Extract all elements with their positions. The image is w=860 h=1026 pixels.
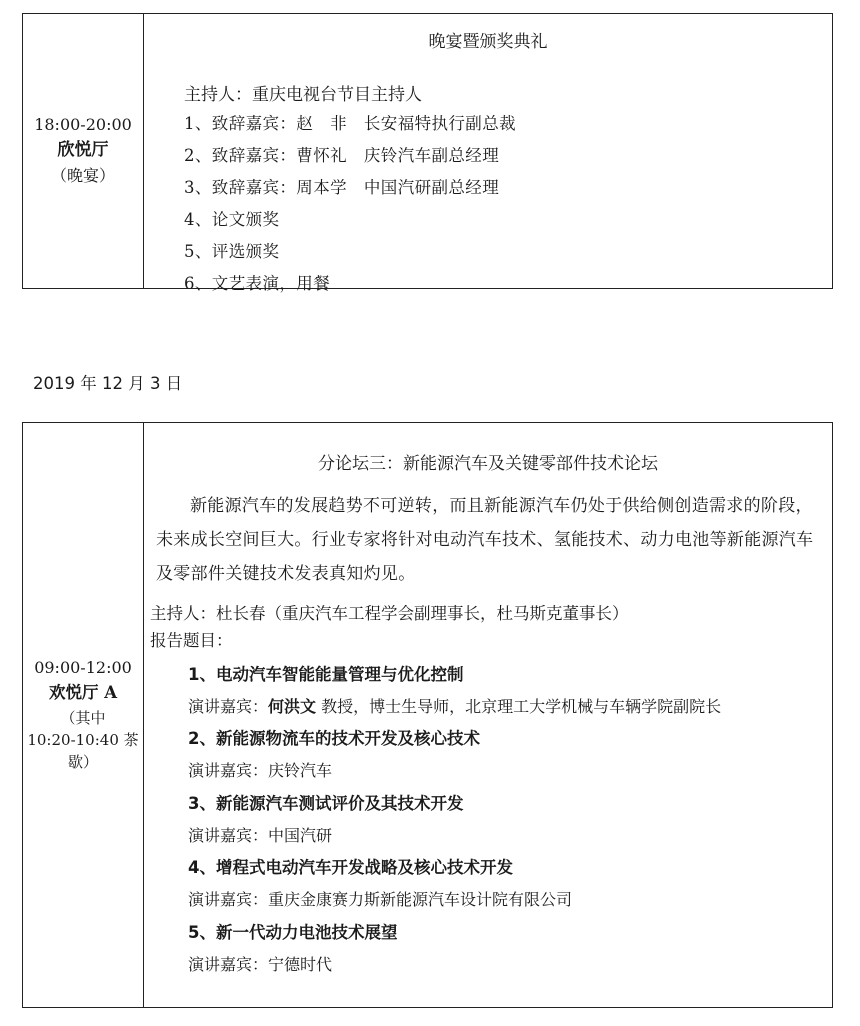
speaker-detail: 教授，博士生导师，北京理工大学机械与车辆学院副院长: [316, 697, 722, 716]
banquet-item: 2、致辞嘉宾：曹怀礼 庆铃汽车副总经理: [184, 146, 500, 165]
banquet-schedule-table: [22, 13, 833, 293]
banquet-title: 晚宴暨颁奖典礼: [428, 32, 548, 52]
banquet-note: （晚宴）: [50, 166, 115, 185]
forum-time: 09:00-12:00: [34, 658, 132, 677]
forum-topics-label: 报告题目：: [150, 631, 233, 650]
speaker-detail: 庆铃汽车: [268, 761, 333, 780]
report-speaker: [188, 823, 332, 846]
forum-title: 分论坛三：新能源汽车及关键零部件技术论坛: [318, 454, 658, 474]
forum-intro: 新能源汽车的发展趋势不可逆转，而且新能源汽车仍处于供给侧创造需求的阶段，未来成长空间巨大。行业专家将针对电动汽车技术、氢能技术、动力电池等新能源汽车及零部件关键技术发表真知灼见。: [156, 496, 814, 584]
speaker-prefix: 演讲嘉宾：: [188, 697, 269, 716]
banquet-host: 主持人：重庆电视台节目主持人: [184, 85, 422, 105]
speaker-name: 何洪文: [268, 697, 317, 716]
forum-note-line: 10:20-10:40 茶: [27, 731, 139, 749]
speaker-detail: 宁德时代: [268, 955, 333, 974]
forum-schedule-table: [22, 422, 833, 1008]
report-title: 1、电动汽车智能能量管理与优化控制: [188, 665, 464, 684]
banquet-item: 5、评选颁奖: [184, 242, 280, 261]
report-speaker: [188, 887, 572, 910]
banquet-content-cell: [144, 14, 832, 293]
banquet-item: 6、文艺表演，用餐: [184, 274, 331, 293]
report-title: 5、新一代动力电池技术展望: [188, 923, 398, 942]
speaker-prefix: 演讲嘉宾：: [188, 826, 269, 845]
forum-host: 主持人：杜长春（重庆汽车工程学会副理事长，杜马斯克董事长）: [150, 604, 629, 623]
forum-note-line: 歇）: [67, 753, 98, 771]
report-speaker: [188, 758, 332, 781]
speaker-prefix: 演讲嘉宾：: [188, 890, 269, 909]
forum-note-line: （其中: [60, 709, 106, 727]
forum-time-cell: [23, 423, 144, 1007]
report-title: 2、新能源物流车的技术开发及核心技术: [188, 729, 480, 748]
report-title: 3、新能源汽车测试评价及其技术开发: [188, 794, 464, 813]
report-speaker: [188, 952, 332, 975]
banquet-item: 4、论文颁奖: [184, 210, 280, 229]
speaker-detail: 中国汽研: [268, 826, 333, 845]
forum-content-cell: [144, 423, 832, 1007]
speaker-prefix: 演讲嘉宾：: [188, 955, 269, 974]
speaker-prefix: 演讲嘉宾：: [188, 761, 269, 780]
schedule-date: 2019 年 12 月 3 日: [33, 374, 183, 393]
report-title: 4、增程式电动汽车开发战略及核心技术开发: [188, 858, 513, 877]
forum-hall: 欢悦厅 A: [48, 683, 118, 702]
banquet-item: 1、致辞嘉宾：赵 非 长安福特执行副总裁: [184, 114, 516, 133]
banquet-time-cell: [23, 14, 144, 288]
report-speaker: [188, 694, 721, 717]
speaker-detail: 重庆金康赛力斯新能源汽车设计院有限公司: [268, 890, 573, 909]
banquet-time: 18:00-20:00: [34, 115, 132, 134]
banquet-item: 3、致辞嘉宾：周本学 中国汽研副总经理: [184, 178, 500, 197]
banquet-hall: 欣悦厅: [57, 140, 109, 160]
